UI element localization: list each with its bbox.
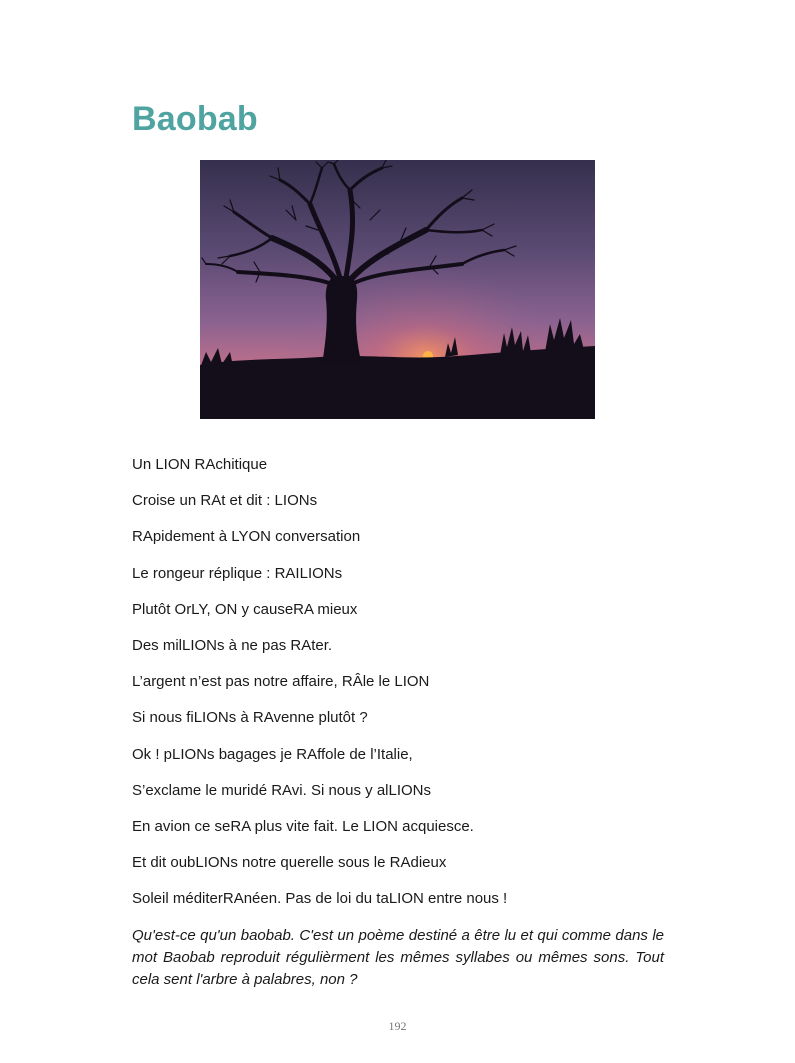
poem-line: S’exclame le muridé RAvi. Si nous y alLIONs <box>132 781 432 799</box>
italic-note: Qu'est-ce qu'un baobab. C'est un poème destiné a être lu et qui comme dans le mot Baobab reproduit régulièrment les mêmes syllabes ou mêmes sons. Tout cela sent l'arbre à palabres, non ? <box>132 927 664 988</box>
page-title: Baobab <box>132 100 258 138</box>
poem <box>132 455 672 925</box>
poem-line: RApidement à LYON conversation <box>132 528 361 546</box>
poem-line: Ok ! pLIONs bagages je RAffole de l’Italie, <box>132 745 413 763</box>
poem-line: L’argent n’est pas notre affaire, RÂle le LION <box>132 673 430 691</box>
poem-line: Soleil méditerRAnéen. Pas de loi du taLION entre nous ! <box>132 890 508 908</box>
poem-line: Croise un RAt et dit : LIONs <box>132 492 318 510</box>
poem-line: Le rongeur réplique : RAILIONs <box>132 564 343 582</box>
poem-line: Un LION RAchitique <box>132 456 268 473</box>
poem-line: En avion ce seRA plus vite fait. Le LION acquiesce. <box>132 817 474 835</box>
poem-line: Plutôt OrLY, ON y causeRA mieux <box>132 600 358 618</box>
baobab-sunset-photo <box>200 160 595 419</box>
poem-line: Si nous fiLIONs à RAvenne plutôt ? <box>132 709 368 727</box>
page-number: 192 <box>388 1019 407 1033</box>
poem-line: Des milLIONs à ne pas RAter. <box>132 636 333 654</box>
poem-line: Et dit oubLIONs notre querelle sous le RAdieux <box>132 854 447 872</box>
